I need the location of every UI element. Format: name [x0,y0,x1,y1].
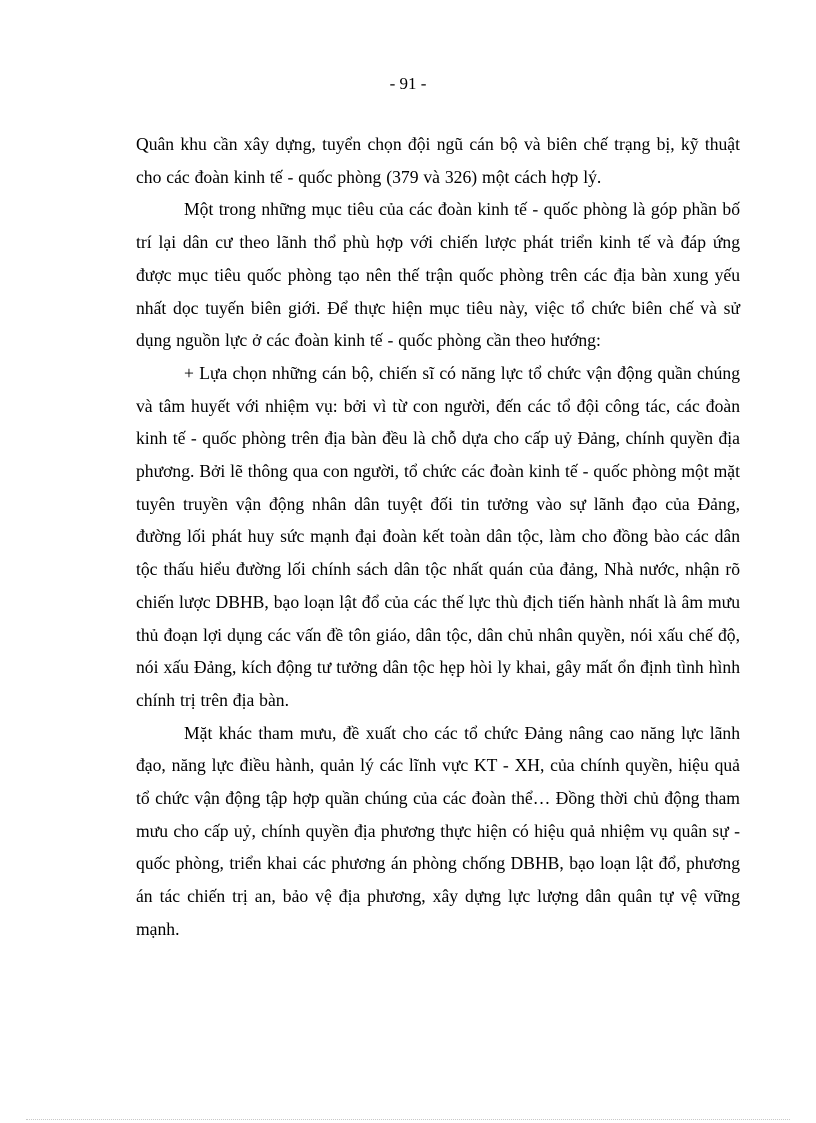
paragraph-objectives: Một trong những mục tiêu của các đoàn kinh tế - quốc phòng là góp phần bố trí lại dân cư theo lãnh thổ phù hợp với chiến lược phát triển kinh tế và đáp ứng được mục tiêu quốc phòng tạo nên thế trận quốc phòng trên các địa bàn xung yếu nhất dọc tuyến biên giới. Để thực hiện mục tiêu này, việc tổ chức biên chế và sử dụng nguồn lực ở các đoàn kinh tế - quốc phòng cần theo hướng: [136,199,740,351]
paragraph-cadre-selection: + Lựa chọn những cán bộ, chiến sĩ có năng lực tổ chức vận động quần chúng và tâm huyết với nhiệm vụ: bởi vì từ con người, đến các tổ đội công tác, các đoàn kinh tế - quốc phòng trên địa bàn đều là chỗ dựa cho cấp uỷ Đảng, chính quyền địa phương. Bởi lẽ thông qua con người, tổ chức các đoàn kinh tế - quốc phòng một mặt tuyên truyền vận động nhân dân tuyệt đối tin tưởng vào sự lãnh đạo của Đảng, đường lối phát huy sức mạnh đại đoàn kết toàn dân tộc, làm cho đồng bào các dân tộc thấu hiểu đường lối chính sách dân tộc nhất quán của đảng, Nhà nước, nhận rõ chiến lược DBHB, bạo loạn lật đổ của các thế lực thù địch tiến hành nhất là âm mưu thủ đoạn lợi dụng các vấn đề tôn giáo, dân tộc, dân chủ nhân quyền, nói xấu chế độ, nói xấu Đảng, kích động tư tưởng dân tộc hẹp hòi ly khai, gây mất ổn định tình hình chính trị trên địa bàn. [136,362,740,710]
body-text [136,128,740,946]
paragraph-advisory-role: Mặt khác tham mưu, đề xuất cho các tổ chức Đảng nâng cao năng lực lãnh đạo, năng lực điều hành, quản lý các lĩnh vực KT - XH, của chính quyền, hiệu quả tổ chức vận động tập hợp quần chúng của các đoàn thể… Đồng thời chủ động tham mưu cho cấp uỷ, chính quyền địa phương thực hiện có hiệu quả nhiệm vụ quân sự - quốc phòng, triển khai các phương án phòng chống DBHB, bạo loạn lật đổ, phương án tác chiến trị an, bảo vệ địa phương, xây dựng lực lượng dân quân tự vệ vững mạnh. [136,722,740,939]
page-bottom-divider [26,1119,790,1120]
paragraph-continuation: Quân khu cần xây dựng, tuyển chọn đội ngũ cán bộ và biên chế trạng bị, kỹ thuật cho các đoàn kinh tế - quốc phòng (379 và 326) một cách hợp lý. [136,134,740,187]
page-number: - 91 - [389,74,427,93]
